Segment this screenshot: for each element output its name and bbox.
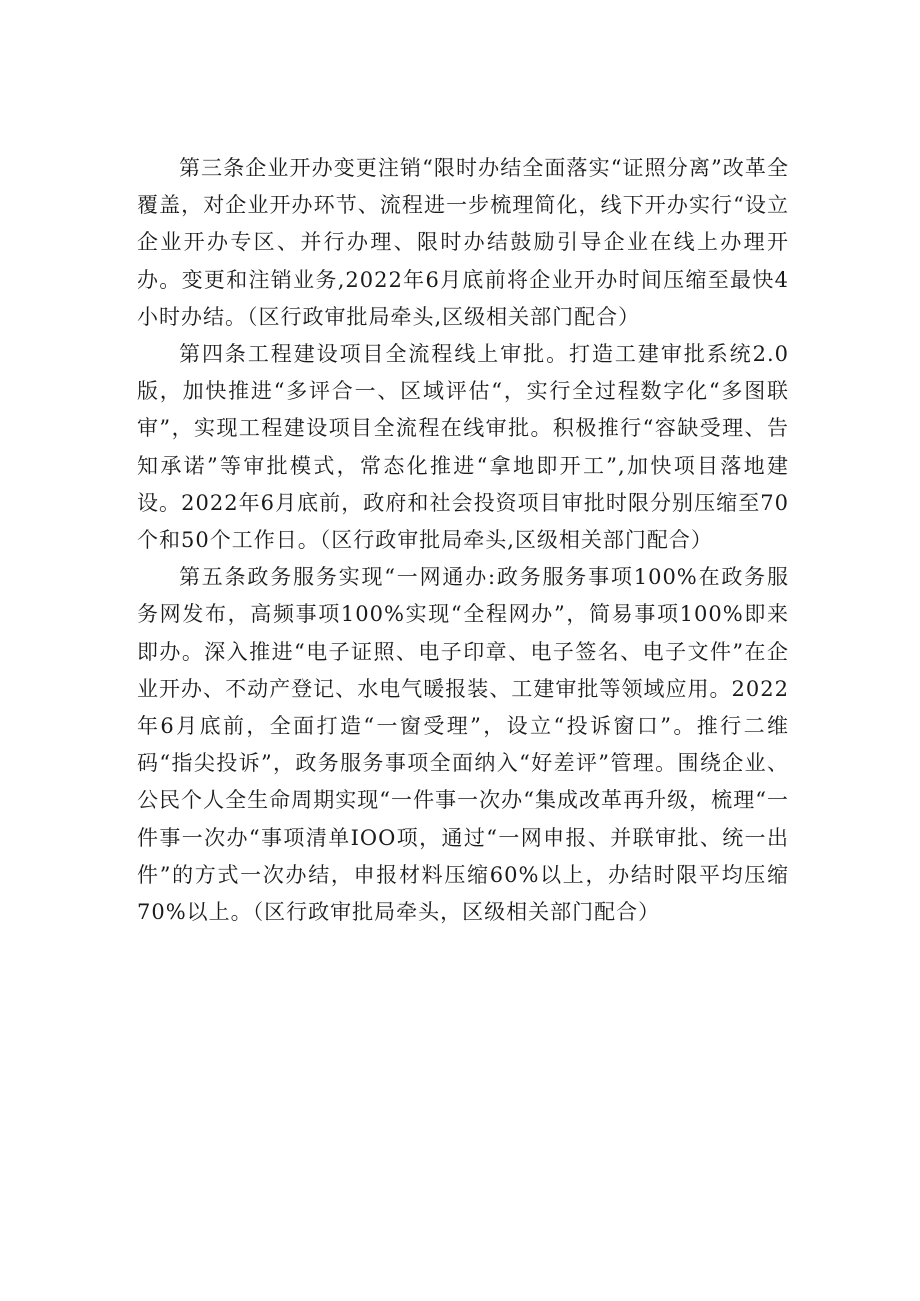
paragraph-article-4: 第四条工程建设项目全流程线上审批。打造工建审批系统2.0版，加快推进“多评合一、区域评估“，实行全过程数字化“多图联审”，实现工程建设项目全流程在线审批。积极推行“容缺受理、告知承诺”等审批模式，常态化推进“拿地即开工”,加快项目落地建设。2022年6月底前，政府和社会投资项目审批时限分别压缩至70个和50个工作日。（区行政审批局牵头,区级相关部门配合） <box>137 342 789 553</box>
paragraph-article-3: 第三条企业开办变更注销“限时办结全面落实“证照分离”改革全覆盖，对企业开办环节、流程进一步梳理简化，线下开办实行“设立企业开办专区、并行办理、限时办结鼓励引导企业在线上办理开办。变更和注销业务,2022年6月底前将企业开办时间压缩至最快4小时办结。（区行政审批局牵头,区级相关部门配合） <box>137 156 789 329</box>
paragraph-article-5: 第五条政务服务实现“一网通办:政务服务事项100%在政务服务网发布，高频事项100%实现“全程网办”，简易事项100%即来即办。深入推进“电子证照、电子印章、电子签名、电子文件”在企业开办、不动产登记、水电气暖报装、工建审批等领域应用。2022年6月底前，全面打造“一窗受理”，设立“投诉窗口”。推行二维码“指尖投诉”，政务服务事项全面纳入“好差评”管理。围绕企业、公民个人全生命周期实现“一件事一次办“集成改革再升级，梳理“一件事一次办“事项清单IOO项，通过“一网申报、并联审批、统一出件”的方式一次办结，申报材料压缩60%以上，办结时限平均压缩70%以上。（区行政审批局牵头，区级相关部门配合） <box>137 565 789 925</box>
document-body <box>137 150 789 931</box>
